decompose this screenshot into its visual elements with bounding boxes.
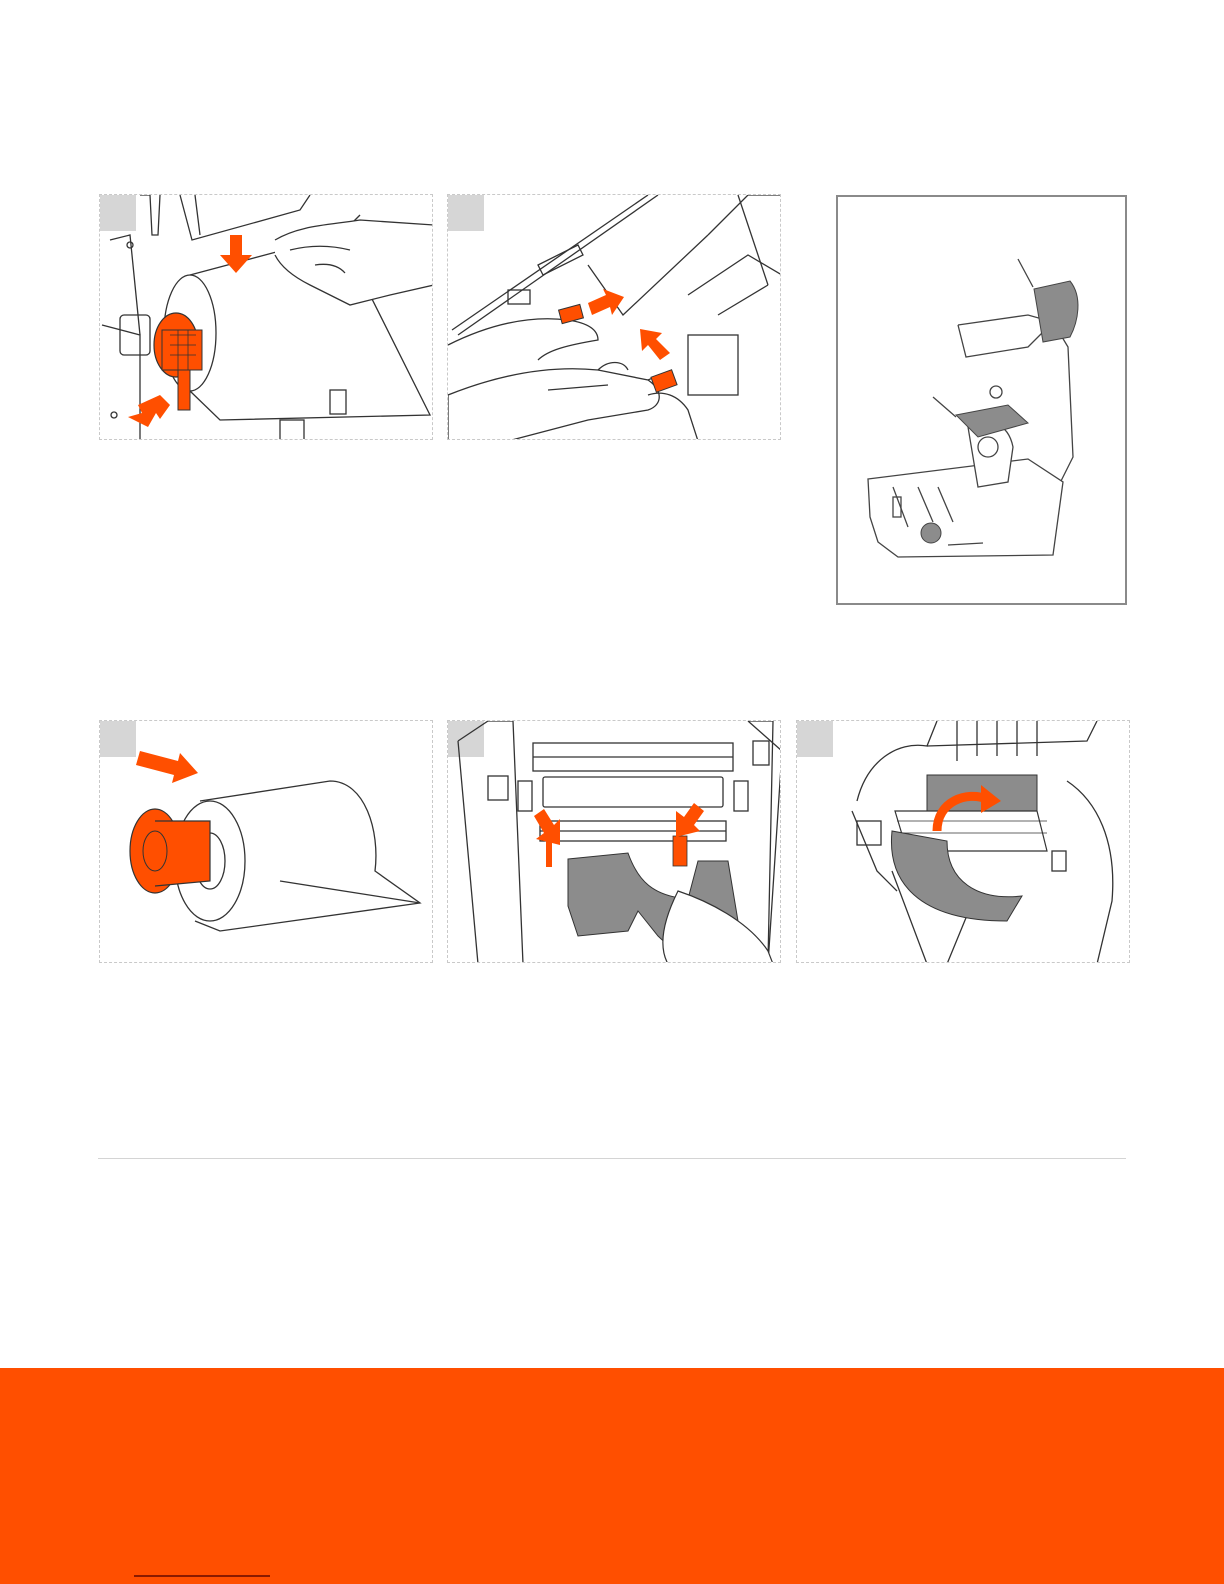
footer-link-underline[interactable]	[134, 1575, 270, 1577]
arrow-right-icon	[588, 289, 624, 315]
step-panel-4	[447, 720, 781, 963]
step-panel-2	[447, 194, 781, 440]
arrow-down-icon	[220, 235, 252, 273]
load-media-roll-illustration	[100, 195, 433, 440]
printer-open-overview-illustration	[838, 197, 1127, 605]
step-panel-5	[796, 720, 1130, 963]
arrow-left-icon	[128, 395, 170, 427]
arrow-right-icon	[136, 751, 198, 783]
step-panel-1	[99, 194, 433, 440]
section-divider	[98, 1158, 1126, 1159]
thread-media-illustration	[448, 721, 781, 963]
printer-overview-callout	[836, 195, 1127, 605]
insert-spindle-illustration	[100, 721, 433, 963]
footer-band	[0, 1368, 1224, 1584]
arrow-down-left-icon	[676, 803, 704, 837]
spindle-icon	[130, 809, 210, 893]
step-panel-3	[99, 720, 433, 963]
guide-tab-lower-icon	[651, 370, 677, 393]
adjust-media-guides-illustration	[448, 195, 781, 440]
arrow-down-right-icon	[534, 809, 560, 845]
guide-tab-upper-icon	[559, 304, 584, 323]
arrow-up-left-icon	[640, 329, 670, 360]
load-ribbon-illustration	[797, 721, 1130, 963]
